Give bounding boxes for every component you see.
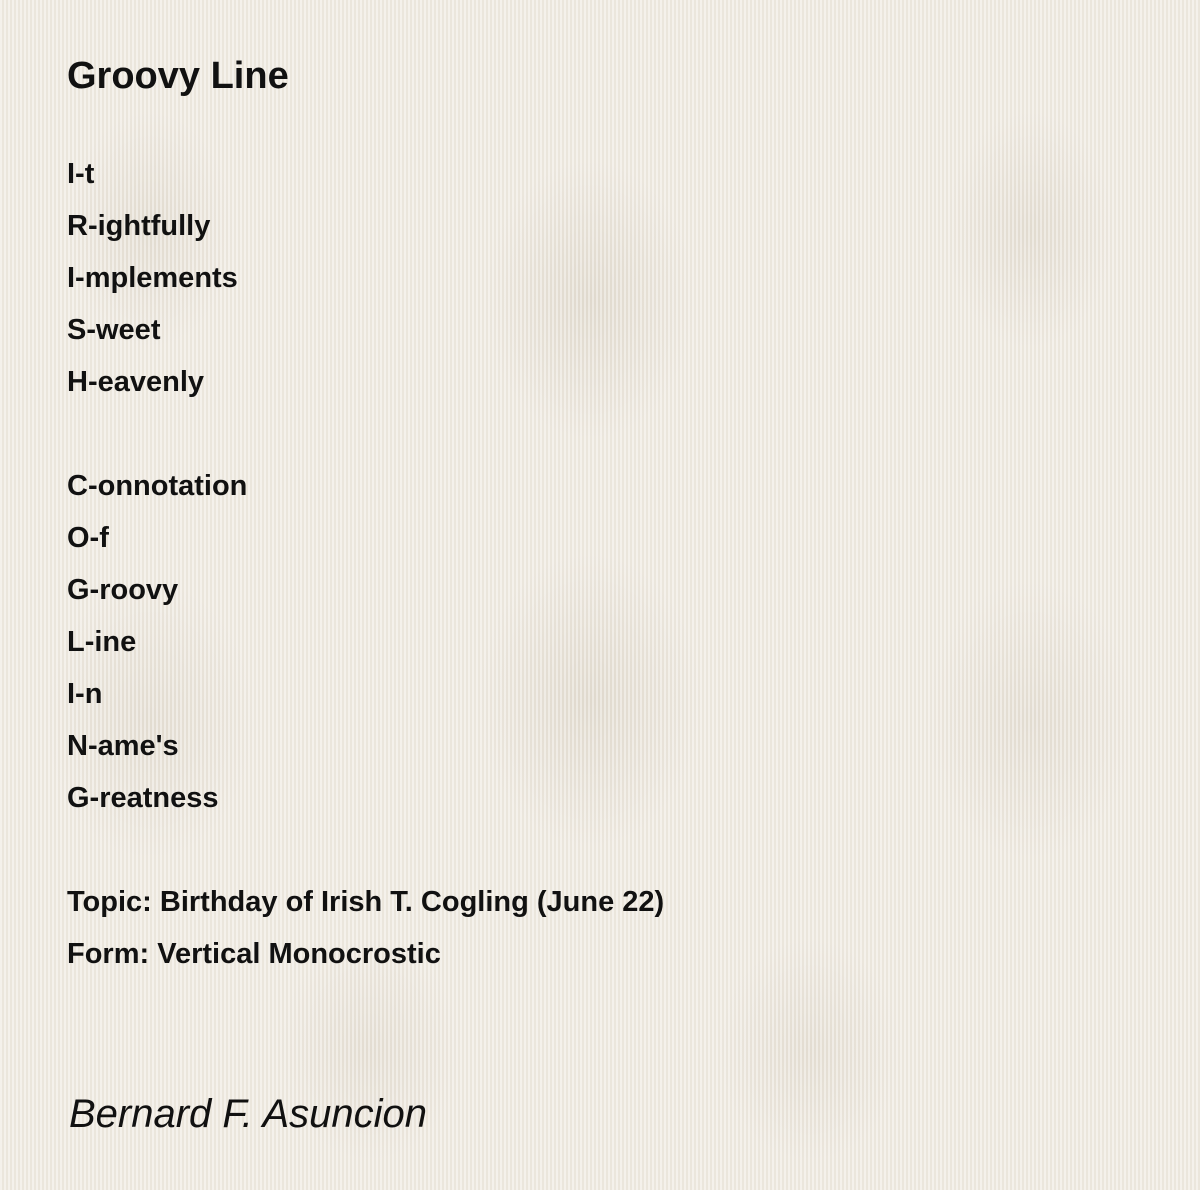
poem-line: I-n: [67, 678, 103, 710]
poem-line: O-f: [67, 522, 109, 554]
poem-form: Form: Vertical Monocrostic: [67, 938, 441, 970]
poem-line: R-ightfully: [67, 210, 211, 242]
poem-line: G-roovy: [67, 574, 179, 606]
author-name: Bernard F. Asuncion: [69, 1092, 427, 1136]
poem-line: C-onnotation: [67, 470, 248, 502]
poem-topic: Topic: Birthday of Irish T. Cogling (June 22): [67, 886, 665, 918]
poem-line: I-t: [67, 158, 95, 190]
poem-line: G-reatness: [67, 782, 219, 814]
poem-line: H-eavenly: [67, 366, 205, 398]
poem-title: Groovy Line: [67, 55, 289, 97]
poem-line: L-ine: [67, 626, 137, 658]
poem-line: S-weet: [67, 314, 161, 346]
poem-line: I-mplements: [67, 262, 238, 294]
poem-line: N-ame's: [67, 730, 179, 762]
